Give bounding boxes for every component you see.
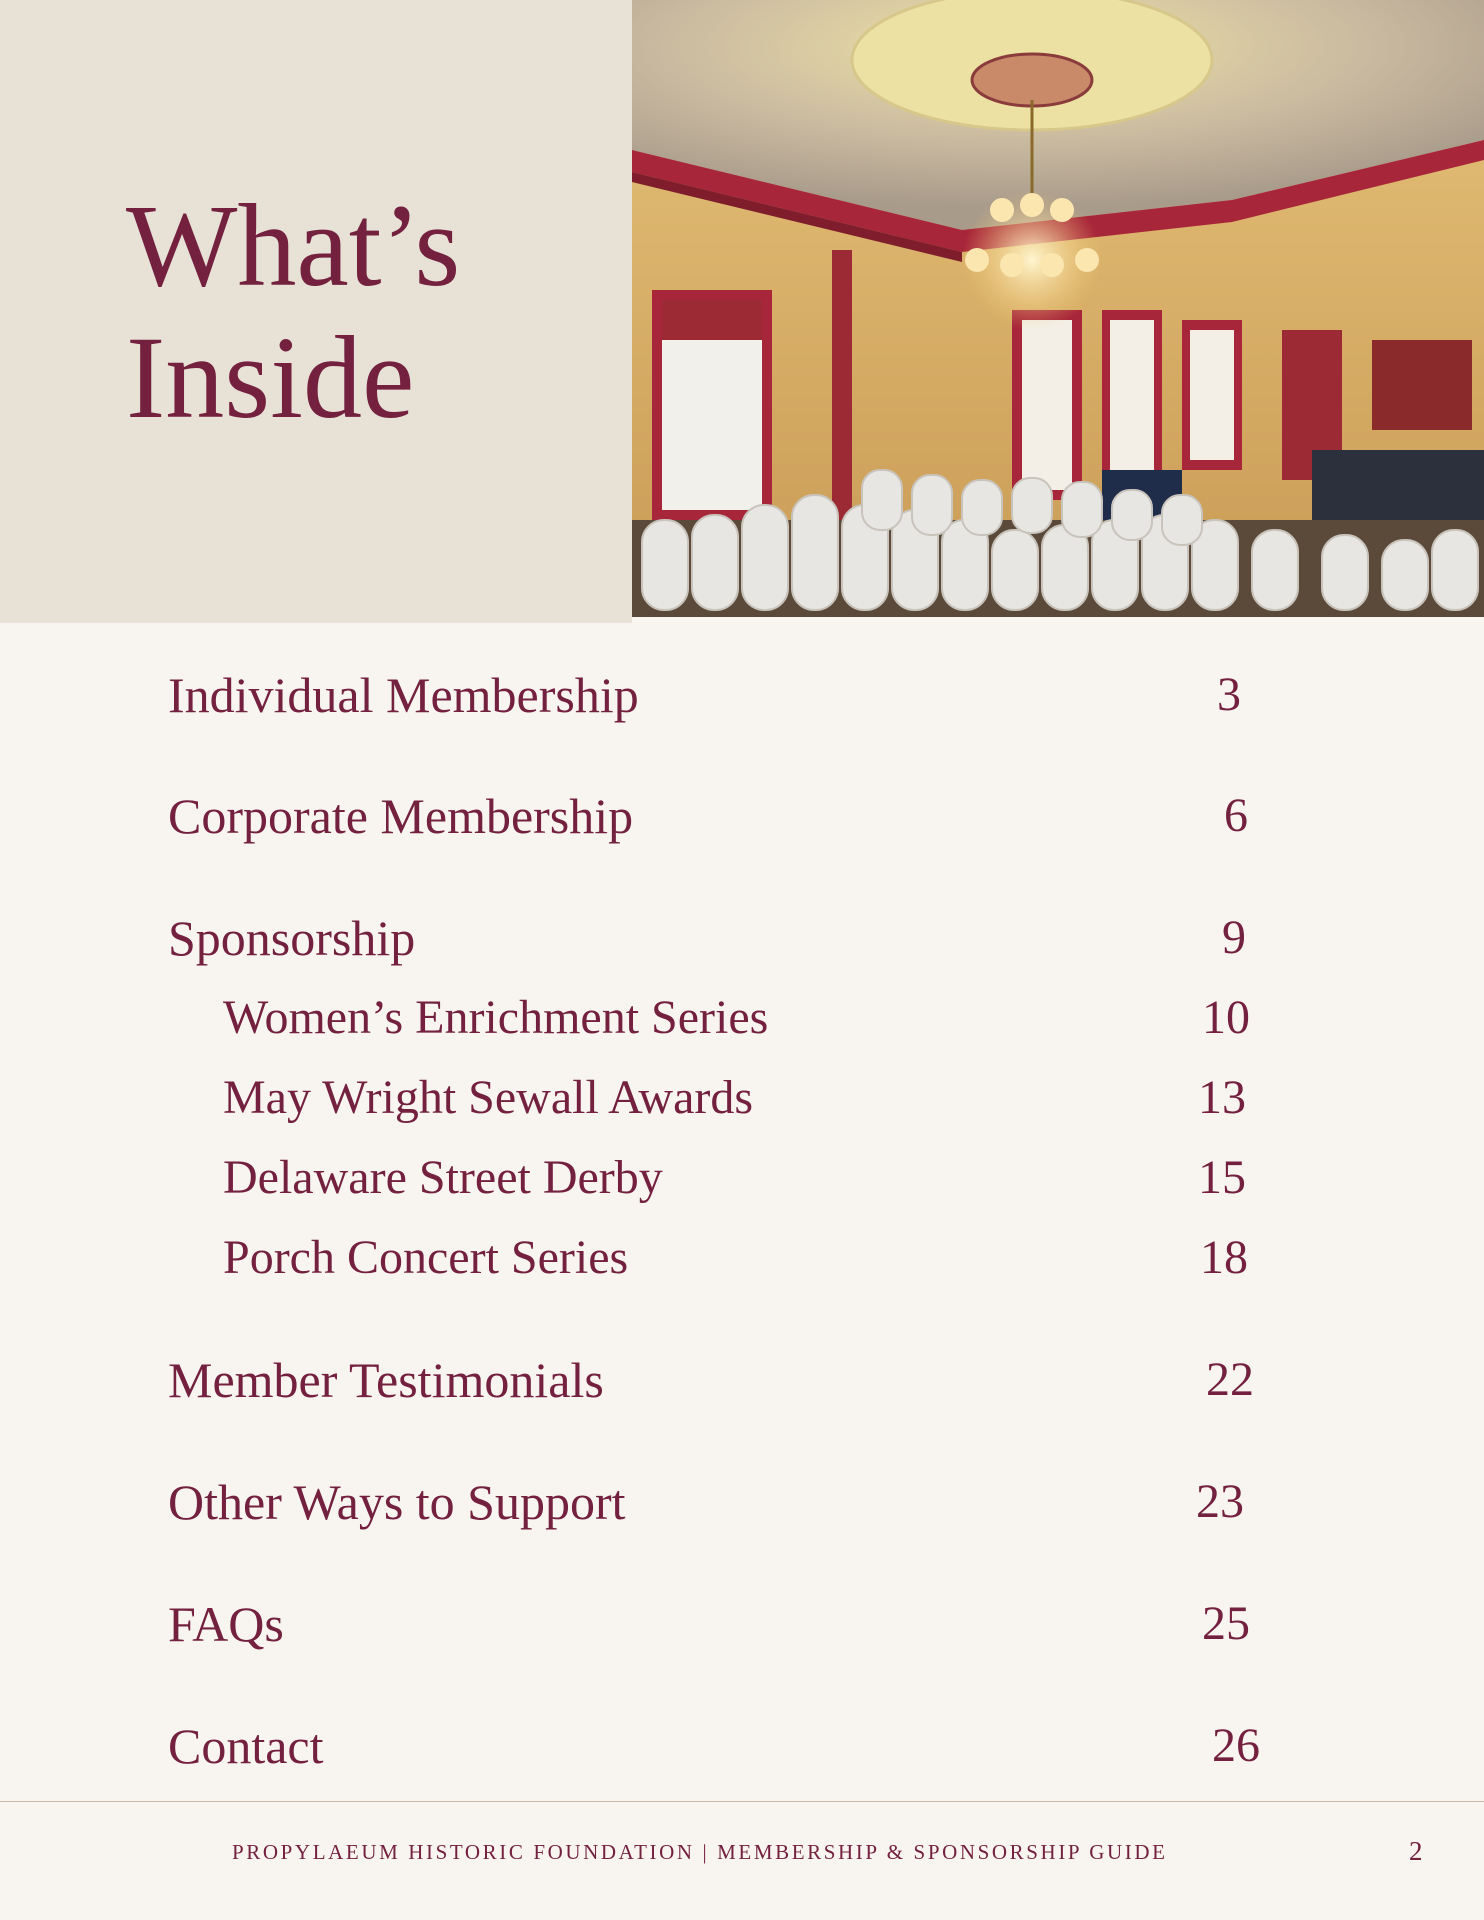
toc-entry-page: 25 — [1202, 1597, 1250, 1650]
toc-entry-may-wright-sewall-awards[interactable] — [0, 1068, 1484, 1128]
toc-entry-label: Porch Concert Series — [223, 1231, 629, 1284]
toc-entry-page: 6 — [1224, 789, 1248, 842]
toc-entry-label: Corporate Membership — [168, 788, 634, 844]
toc-entry-contact[interactable] — [0, 1716, 1484, 1776]
toc-entry-faqs[interactable] — [0, 1594, 1484, 1654]
toc-entry-page: 22 — [1206, 1353, 1254, 1406]
page-number: 2 — [1409, 1836, 1423, 1866]
toc-entry-page: 15 — [1198, 1151, 1246, 1204]
toc-entry-label: FAQs — [168, 1596, 284, 1652]
toc-entry-sponsorship[interactable] — [0, 908, 1484, 968]
toc-entry-page: 18 — [1200, 1231, 1248, 1284]
toc-entry-page: 10 — [1202, 991, 1250, 1044]
toc-entry-label: Women’s Enrichment Series — [223, 991, 769, 1044]
toc-entry-label: Delaware Street Derby — [223, 1151, 663, 1204]
footer-divider — [0, 1801, 1484, 1802]
title-line-1: What’s — [126, 180, 461, 311]
toc-entry-porch-concert-series[interactable] — [0, 1228, 1484, 1288]
toc-entry-member-testimonials[interactable] — [0, 1350, 1484, 1410]
toc-entry-label: Other Ways to Support — [168, 1474, 626, 1530]
toc-entry-page: 13 — [1198, 1071, 1246, 1124]
footer-title: PROPYLAEUM HISTORIC FOUNDATION | MEMBERSHIP & SPONSORSHIP GUIDE — [232, 1840, 1168, 1864]
toc-entry-label: Contact — [168, 1718, 324, 1774]
toc-entry-page: 23 — [1196, 1475, 1244, 1528]
toc-entry-corporate-membership[interactable] — [0, 786, 1484, 846]
toc-entry-page: 3 — [1217, 668, 1241, 721]
toc-entry-label: Member Testimonials — [168, 1352, 604, 1408]
toc-entry-individual-membership[interactable] — [0, 665, 1484, 725]
toc-entry-delaware-street-derby[interactable] — [0, 1148, 1484, 1208]
toc-entry-womens-enrichment-series[interactable] — [0, 988, 1484, 1048]
toc-entry-label: Sponsorship — [168, 910, 416, 966]
toc-entry-label: Individual Membership — [168, 667, 639, 723]
toc-entry-label: May Wright Sewall Awards — [223, 1071, 754, 1124]
toc-entry-page: 26 — [1212, 1719, 1260, 1772]
toc-entry-page: 9 — [1222, 911, 1246, 964]
toc-entry-other-ways-to-support[interactable] — [0, 1472, 1484, 1532]
title-line-2: Inside — [126, 312, 415, 443]
